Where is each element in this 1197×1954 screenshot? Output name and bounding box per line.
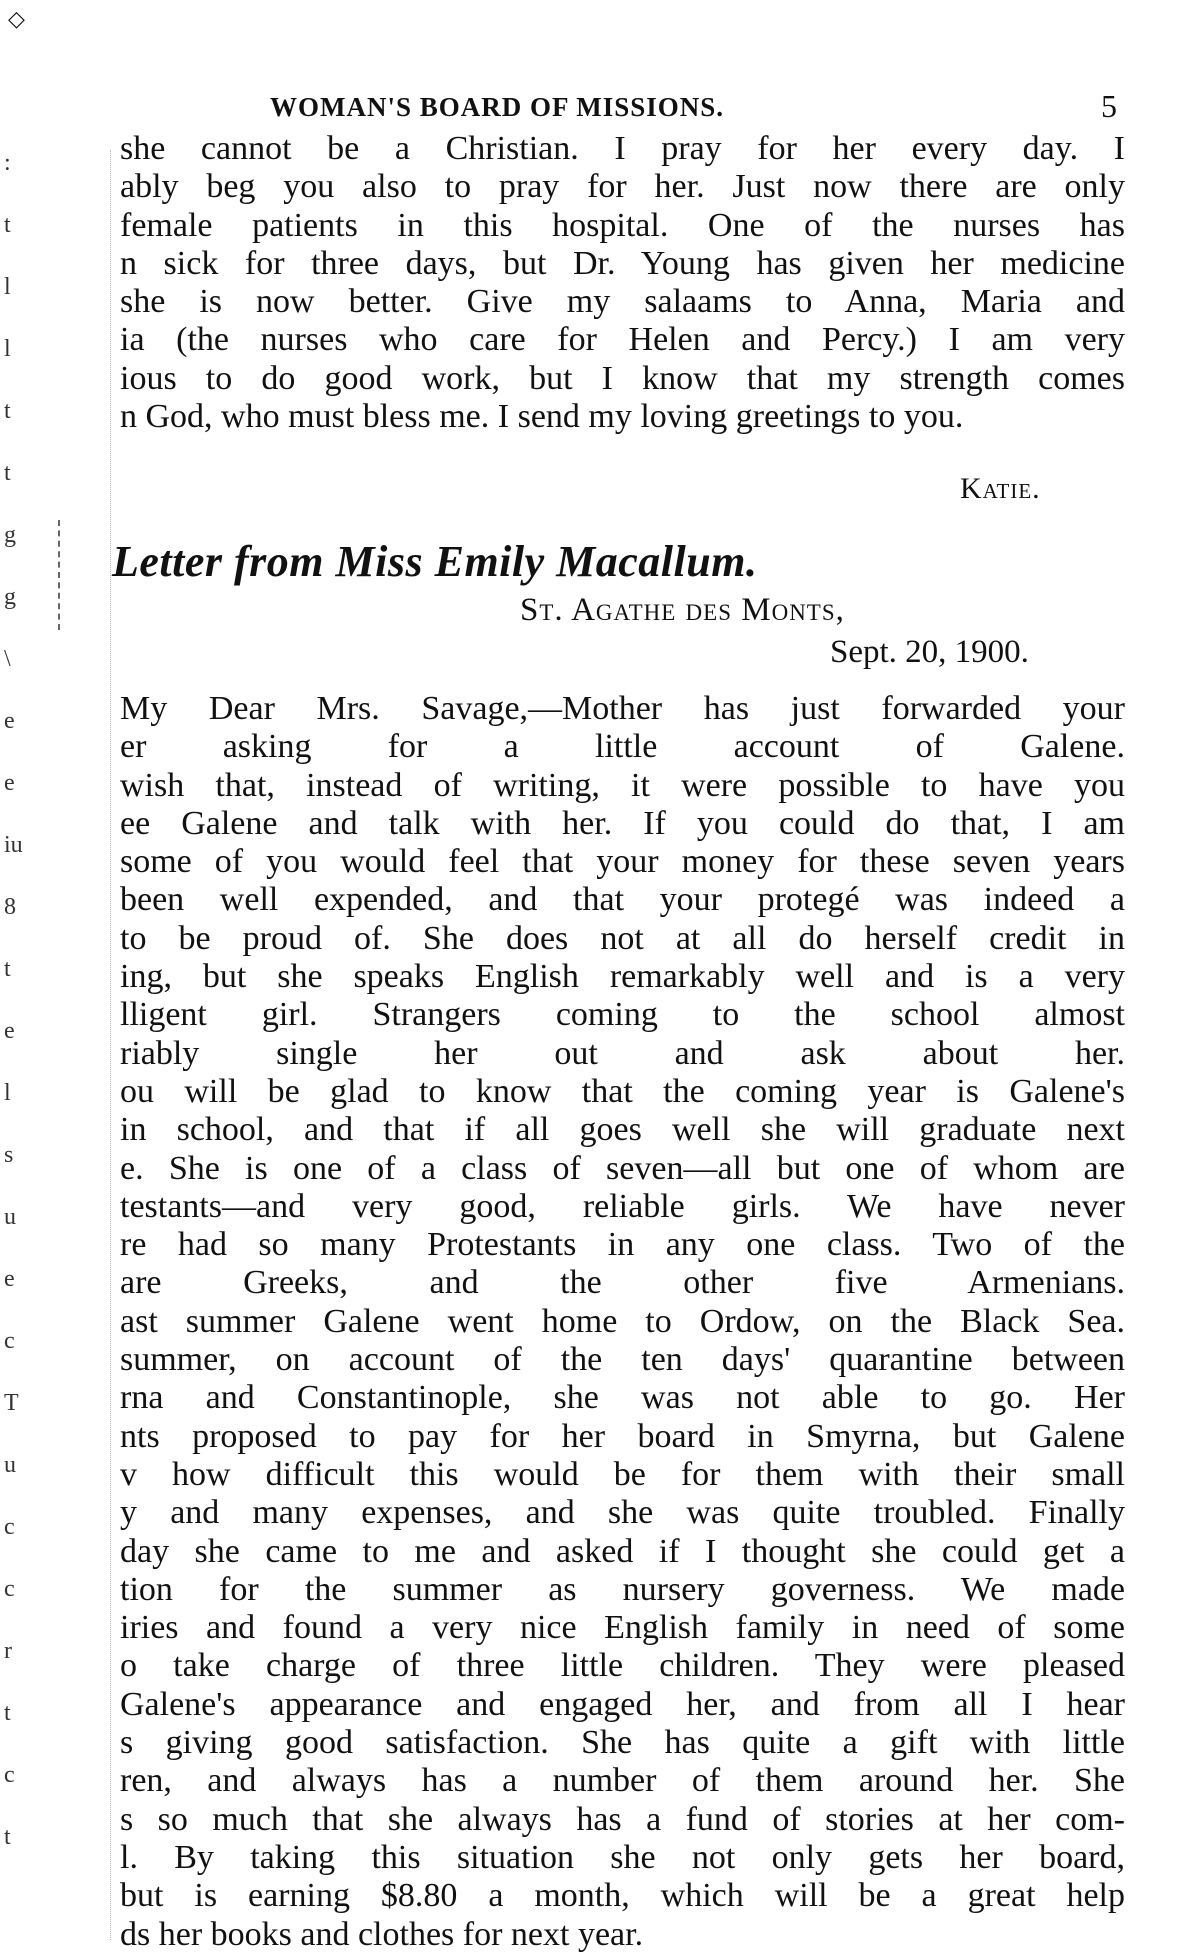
article-line: v how difficult this would be for them with their small: [120, 1455, 1125, 1493]
article-line: o take charge of three little children. They were pleased: [120, 1647, 1125, 1685]
margin-fragment: l: [4, 336, 11, 362]
article-line: testants—and very good, reliable girls. We have never: [120, 1187, 1125, 1225]
page-number: 5: [1101, 88, 1117, 124]
article-line: s so much that she always has a fund of stories at her com-: [120, 1800, 1125, 1838]
article-body: [120, 690, 1125, 1954]
margin-fragment: t: [4, 460, 11, 486]
article-line: My Dear Mrs. Savage,—Mother has just forwarded your: [120, 690, 1125, 727]
margin-fragment: t: [4, 1824, 11, 1850]
margin-fragment: s: [4, 1142, 14, 1168]
article-line: ren, and always has a number of them around her. She: [120, 1762, 1125, 1800]
article-line: been well expended, and that your protegé was indeed a: [120, 881, 1125, 919]
article-line: ee Galene and talk with her. If you could do that, I am: [120, 804, 1125, 842]
margin-fragment: u: [4, 1204, 16, 1230]
margin-fragment: g: [4, 584, 16, 610]
margin-fragment: \: [4, 646, 11, 672]
margin-fragment: T: [4, 1390, 19, 1416]
article-line: ou will be glad to know that the coming year is Galene's: [120, 1072, 1125, 1110]
margin-fragment: t: [4, 956, 11, 982]
letter-line: ably beg you also to pray for her. Just now there are only: [120, 168, 1125, 206]
margin-fragment: 8: [4, 894, 16, 920]
margin-fragment: t: [4, 1700, 11, 1726]
dateline-date: Sept. 20, 1900.: [830, 634, 1029, 670]
margin-fragment: t: [4, 398, 11, 424]
margin-fragment: g: [4, 522, 16, 548]
article-line: nts proposed to pay for her board in Smyrna, but Galene: [120, 1417, 1125, 1455]
margin-fragment: e: [4, 770, 15, 796]
article-line: tion for the summer as nursery governess. We made: [120, 1570, 1125, 1608]
article-line: ds her books and clothes for next year.: [120, 1915, 644, 1953]
article-line: y and many expenses, and she was quite troubled. Finally: [120, 1494, 1125, 1532]
article-line: in school, and that if all goes well she will graduate next: [120, 1111, 1125, 1149]
running-title: WOMAN'S BOARD OF MISSIONS.: [270, 92, 725, 122]
margin-fragment: c: [4, 1514, 15, 1540]
article-line: day she came to me and asked if I thought she could get a: [120, 1532, 1125, 1570]
letter-line: she is now better. Give my salaams to Anna, Maria and: [120, 283, 1125, 321]
article-line: er asking for a little account of Galene.: [120, 728, 1125, 766]
article-line: to be proud of. She does not at all do herself credit in: [120, 919, 1125, 957]
page-header: [0, 88, 1197, 132]
article-line: but is earning $8.80 a month, which will be a great help: [120, 1877, 1125, 1915]
dateline-place: St. Agathe des Monts,: [520, 592, 845, 628]
article-line: summer, on account of the ten days' quarantine between: [120, 1341, 1125, 1379]
margin-fragment: u: [4, 1452, 16, 1478]
letter-line: n God, who must bless me. I send my loving greetings to you.: [120, 398, 964, 436]
corner-mark: ◇: [8, 6, 25, 31]
margin-fragment: t: [4, 212, 11, 238]
article-line: lligent girl. Strangers coming to the school almost: [120, 996, 1125, 1034]
margin-fragment: l: [4, 1080, 11, 1106]
margin-fragment: c: [4, 1328, 15, 1354]
letter-line: n sick for three days, but Dr. Young has given her medicine: [120, 244, 1125, 282]
article-line: e. She is one of a class of seven—all but one of whom are: [120, 1149, 1125, 1187]
article-line: ast summer Galene went home to Ordow, on the Black Sea.: [120, 1302, 1125, 1340]
article-title: Letter from Miss Emily Macallum.: [112, 537, 758, 586]
letter-continued: [120, 130, 1125, 436]
article-line: l. By taking this situation she not only gets her board,: [120, 1838, 1125, 1876]
margin-fragment: c: [4, 1762, 15, 1788]
article-line: iries and found a very nice English family in need of some: [120, 1609, 1125, 1647]
margin-rule: [58, 520, 63, 630]
article-line: are Greeks, and the other five Armenians.: [120, 1264, 1125, 1302]
article-line: Galene's appearance and engaged her, and from all I hear: [120, 1685, 1125, 1723]
margin-fragment: :: [4, 150, 11, 176]
margin-fragment: iu: [4, 832, 23, 858]
margin-fragment: e: [4, 1018, 15, 1044]
margin-fragment: c: [4, 1576, 15, 1602]
letter-line: she cannot be a Christian. I pray for her every day. I: [120, 130, 1125, 167]
letter-line: ious to do good work, but I know that my strength comes: [120, 359, 1125, 397]
letter-line: ia (the nurses who care for Helen and Percy.) I am very: [120, 321, 1125, 359]
margin-fragment: e: [4, 708, 15, 734]
article-line: wish that, instead of writing, it were possible to have you: [120, 766, 1125, 804]
article-line: s giving good satisfaction. She has quite a gift with little: [120, 1724, 1125, 1762]
article-line: re had so many Protestants in any one class. Two of the: [120, 1226, 1125, 1264]
article-line: riably single her out and ask about her.: [120, 1034, 1125, 1072]
signature: Katie.: [960, 472, 1041, 505]
left-margin-bleed: [0, 150, 111, 1940]
margin-fragment: e: [4, 1266, 15, 1292]
article-line: rna and Constantinople, she was not able to go. Her: [120, 1379, 1125, 1417]
margin-fragment: r: [4, 1638, 12, 1664]
article-line: some of you would feel that your money for these seven years: [120, 843, 1125, 881]
margin-fragment: l: [4, 274, 11, 300]
letter-line: female patients in this hospital. One of the nurses has: [120, 206, 1125, 244]
article-line: ing, but she speaks English remarkably well and is a very: [120, 958, 1125, 996]
